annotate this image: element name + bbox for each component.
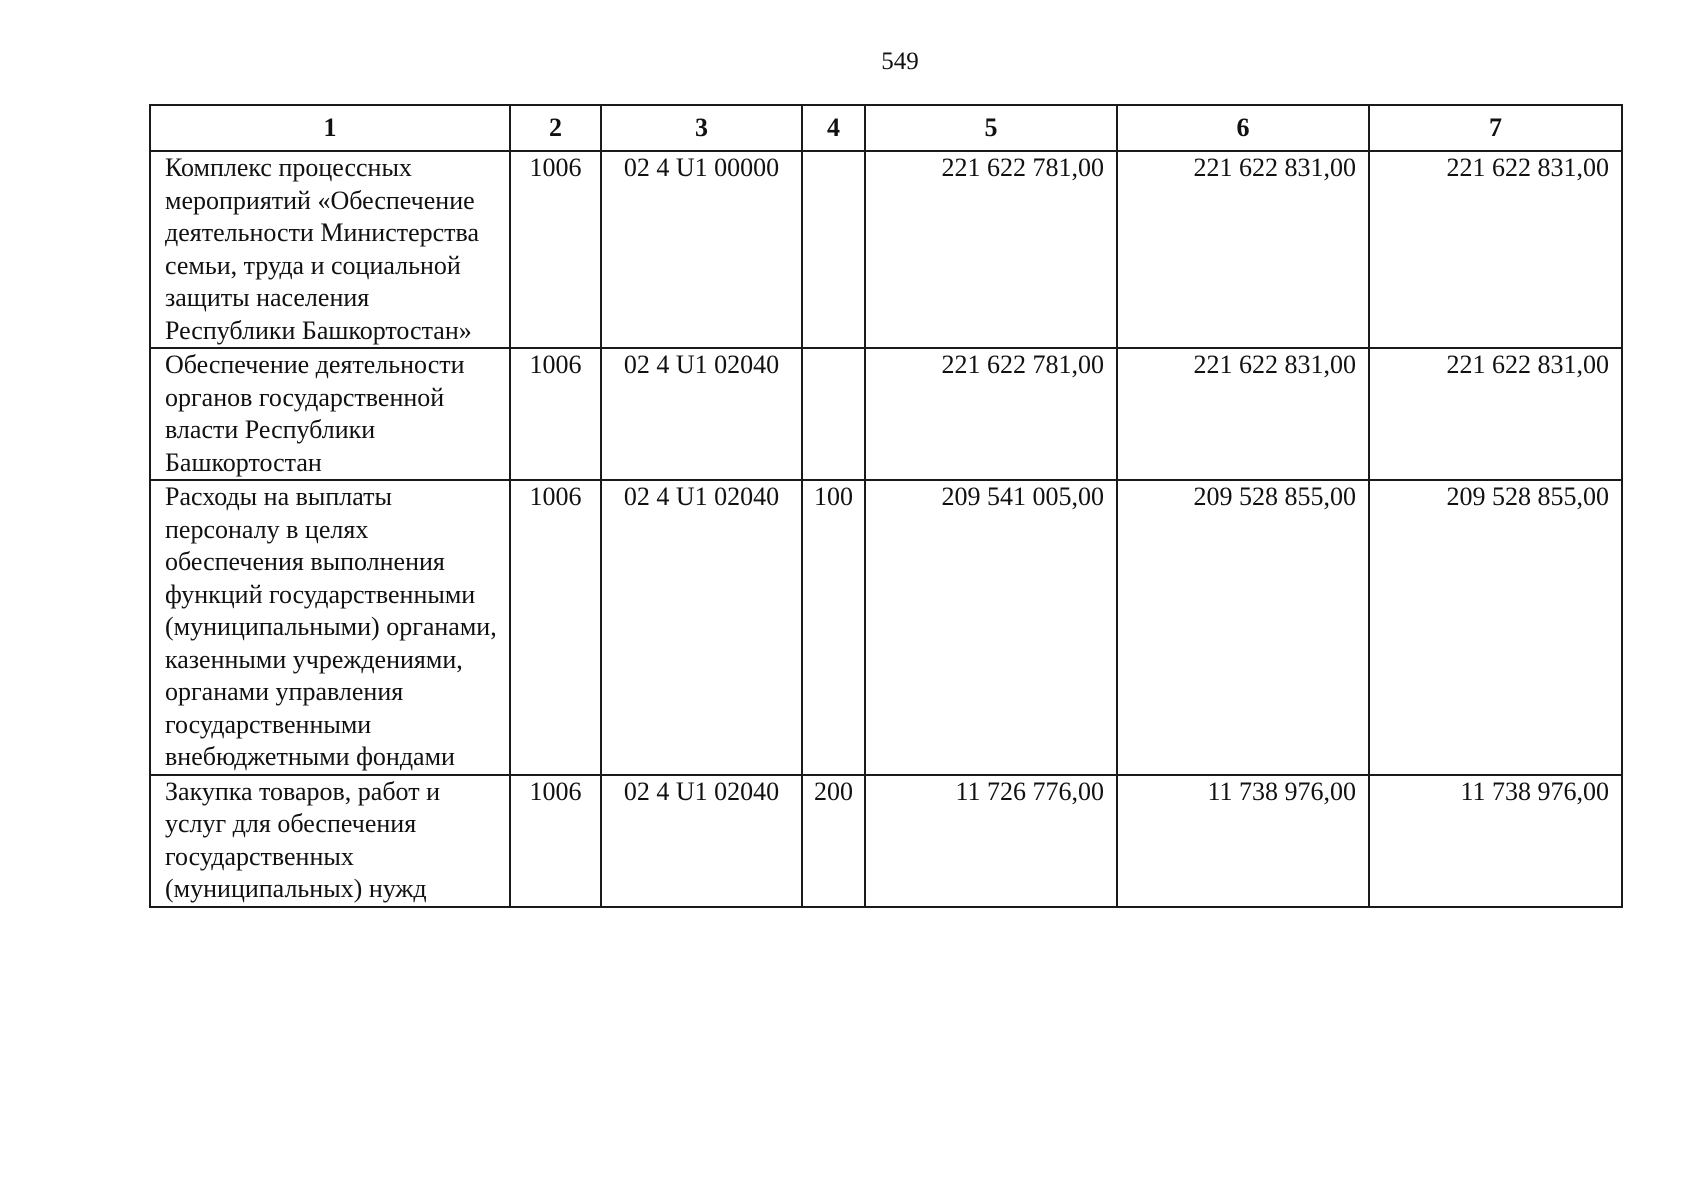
row-name: Обеспечение деятельности органов государственной власти Республики Башкортостан xyxy=(150,348,510,480)
table-row xyxy=(150,775,1622,907)
table-row xyxy=(150,151,1622,348)
row-target-code: 02 4 U1 02040 xyxy=(601,348,802,480)
row-target-code: 02 4 U1 02040 xyxy=(601,775,802,907)
row-amount-1: 209 541 005,00 xyxy=(865,480,1117,775)
column-header-1: 1 xyxy=(150,105,510,151)
row-amount-2: 11 738 976,00 xyxy=(1117,775,1369,907)
row-section-code: 1006 xyxy=(510,775,601,907)
row-amount-1: 11 726 776,00 xyxy=(865,775,1117,907)
row-amount-2: 221 622 831,00 xyxy=(1117,151,1369,348)
row-name: Закупка товаров, работ и услуг для обеспечения государственных (муниципальных) нужд xyxy=(150,775,510,907)
column-header-3: 3 xyxy=(601,105,802,151)
row-amount-3: 221 622 831,00 xyxy=(1369,348,1622,480)
row-name: Комплекс процессных мероприятий «Обеспечение деятельности Министерства семьи, труда и социальной защиты населения Республики Башкортостан» xyxy=(150,151,510,348)
row-expense-kind: 100 xyxy=(802,480,865,775)
row-section-code: 1006 xyxy=(510,480,601,775)
column-header-2: 2 xyxy=(510,105,601,151)
row-amount-3: 221 622 831,00 xyxy=(1369,151,1622,348)
row-expense-kind xyxy=(802,348,865,480)
table-row xyxy=(150,480,1622,775)
row-target-code: 02 4 U1 00000 xyxy=(601,151,802,348)
row-amount-1: 221 622 781,00 xyxy=(865,151,1117,348)
page-number: 549 xyxy=(881,48,919,75)
row-target-code: 02 4 U1 02040 xyxy=(601,480,802,775)
budget-table xyxy=(149,104,1623,908)
table-row xyxy=(150,348,1622,480)
row-amount-2: 221 622 831,00 xyxy=(1117,348,1369,480)
row-amount-3: 11 738 976,00 xyxy=(1369,775,1622,907)
column-header-7: 7 xyxy=(1369,105,1622,151)
table-header-row xyxy=(150,105,1622,151)
row-amount-2: 209 528 855,00 xyxy=(1117,480,1369,775)
column-header-4: 4 xyxy=(802,105,865,151)
row-expense-kind xyxy=(802,151,865,348)
row-amount-3: 209 528 855,00 xyxy=(1369,480,1622,775)
row-expense-kind: 200 xyxy=(802,775,865,907)
row-name: Расходы на выплаты персоналу в целях обеспечения выполнения функций государственными (муниципальными) органами, казенными учреждениями, органами управления государственными внебюджетными фондами xyxy=(150,480,510,775)
column-header-6: 6 xyxy=(1117,105,1369,151)
row-section-code: 1006 xyxy=(510,348,601,480)
row-section-code: 1006 xyxy=(510,151,601,348)
column-header-5: 5 xyxy=(865,105,1117,151)
row-amount-1: 221 622 781,00 xyxy=(865,348,1117,480)
